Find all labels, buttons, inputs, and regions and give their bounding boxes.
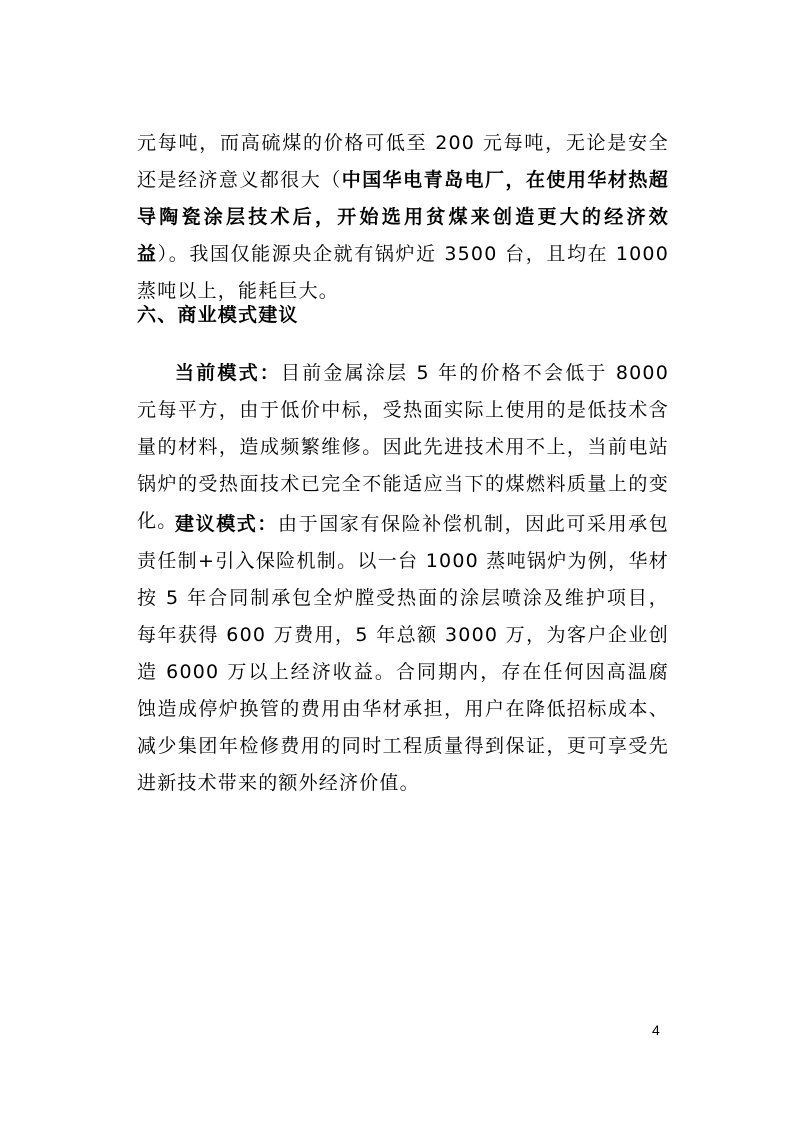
- proposed-model-label: 建议模式：: [175, 513, 278, 535]
- current-model-label: 当前模式：: [175, 362, 282, 384]
- paragraph-proposed-model: [137, 506, 669, 802]
- paragraph-fuel-cost-bold-case: 中国华电青岛电厂，在使用华材热超导陶瓷涂层技术后，开始选用贫煤来创造更大的经济效益: [137, 169, 669, 265]
- proposed-model-text: 由于国家有保险补偿机制，因此可采用承包责任制+引入保险机制。以一台 1000 蒸吨锅炉为例，华材按 5 年合同制承包全炉膛受热面的涂层喷涂及维护项目，每年获得 600 万费用，5 年总额 3000 万，为客户企业创造 6000 万以上经济收益。合同期内，存在任何因高温腐蚀造成停炉换管的费用由华材承担，用户在降低招标成本、减少集团年检修费用的同时工程质量得到保证，更可享受先进新技术带来的额外经济价值。: [137, 513, 669, 794]
- section-heading-business-model: 六、商业模式建议: [137, 304, 299, 326]
- paragraph-fuel-cost-text-b: ）。我国仅能源央企就有锅炉近 3500 台，且均在 1000 蒸吨以上，能耗巨大。: [137, 243, 670, 302]
- current-model-text: 目前金属涂层 5 年的价格不会低于 8000 元每平方，由于低价中标，受热面实际上使用的是低技术含量的材料，造成频繁维修。因此先进技术用不上，当前电站锅炉的受热面技术已完全不能适应当下的煤燃料质量上的变化。: [137, 362, 669, 532]
- page-number: 4: [652, 1022, 660, 1038]
- paragraph-fuel-cost: [137, 125, 669, 310]
- paragraph-fuel-cost-text-a: 元每吨，而高硫煤的价格可低至 200 元每吨，无论是安全还是经济意义都很大（: [137, 132, 669, 191]
